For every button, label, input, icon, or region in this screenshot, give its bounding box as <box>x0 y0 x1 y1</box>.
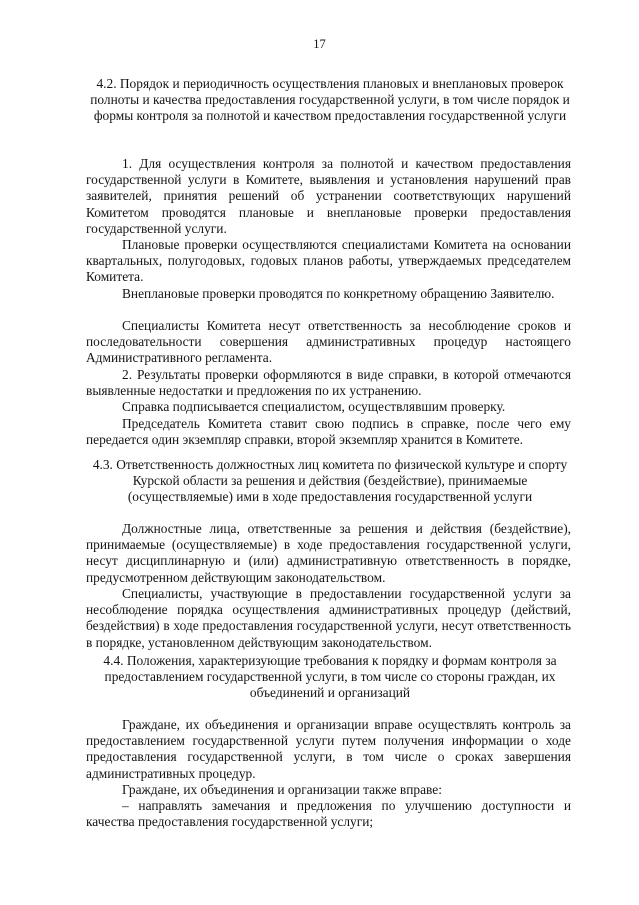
section-4-4-paragraph-2: Граждане, их объединения и организации также вправе: <box>122 782 442 797</box>
page-number: 17 <box>313 37 326 51</box>
section-4-2-paragraph-4: Специалисты Комитета несут ответственность за несоблюдение сроков и последовательности совершения административных процедур настоящего Административного регламента. <box>86 318 571 366</box>
section-4-2-paragraph-5: 2. Результаты проверки оформляются в виде справки, в которой отмечаются выявленные недостатки и предложения по их устранению. <box>86 367 571 399</box>
section-4-2-paragraph-3: Внеплановые проверки проводятся по конкретному обращению Заявителю. <box>122 286 555 301</box>
section-4-2-heading: 4.2. Порядок и периодичность осуществления плановых и внеплановых проверок полноты и качества предоставления государственной услуги, в том числе порядок и формы контроля за полнотой и качеством предоставления государственной услуги <box>90 76 570 123</box>
section-4-2-paragraph-6: Справка подписывается специалистом, осуществлявшим проверку. <box>122 399 506 414</box>
section-4-4-paragraph-1: Граждане, их объединения и организации вправе осуществлять контроль за предоставлением государственной услуги путем получения информации о ходе предоставления государственной услуги, в том числе о сроках завершения административных процедур. <box>86 717 571 781</box>
section-4-3-paragraph-2: Специалисты, участвующие в предоставлении государственной услуги за несоблюдение порядка осуществления административных процедур (действий, бездействия) в ходе предоставления государственной услуги, несут ответственность в порядке, установленном действующим законодательством. <box>86 586 571 650</box>
section-4-3-heading: 4.3. Ответственность должностных лиц комитета по физической культуре и спорту Курской области за решения и действия (бездействие), принимаемые (осуществляемые) ими в ходе предоставления государственной услуги <box>92 457 568 504</box>
section-4-2-paragraph-7: Председатель Комитета ставит свою подпись в справке, после чего ему передается один экземпляр справки, второй экземпляр хранится в Комитете. <box>86 416 571 448</box>
section-4-3-paragraph-1: Должностные лица, ответственные за решения и действия (бездействие), принимаемые (осуществляемые) в ходе предоставления государственной услуги, несут дисциплинарную и (или) административную ответственность в порядке, предусмотренном действующим законодательством. <box>86 521 571 585</box>
section-4-4-paragraph-3: – направлять замечания и предложения по улучшению доступности и качества предоставления государственной услуги; <box>86 798 571 830</box>
section-4-2-paragraph-1: 1. Для осуществления контроля за полнотой и качеством предоставления государственной услуги в Комитете, выявления и установления нарушений прав заявителей, принятия решений об устранении соответствующих нарушений Комитетом проводятся плановые и внеплановые проверки предоставления государственной услуги. <box>86 156 571 236</box>
section-4-4-heading: 4.4. Положения, характеризующие требования к порядку и формам контроля за предоставлением государственной услуги, в том числе со стороны граждан, их объединений и организаций <box>103 653 557 700</box>
section-4-2-paragraph-2: Плановые проверки осуществляются специалистами Комитета на основании квартальных, полугодовых, годовых планов работы, утверждаемых председателем Комитета. <box>86 237 571 285</box>
